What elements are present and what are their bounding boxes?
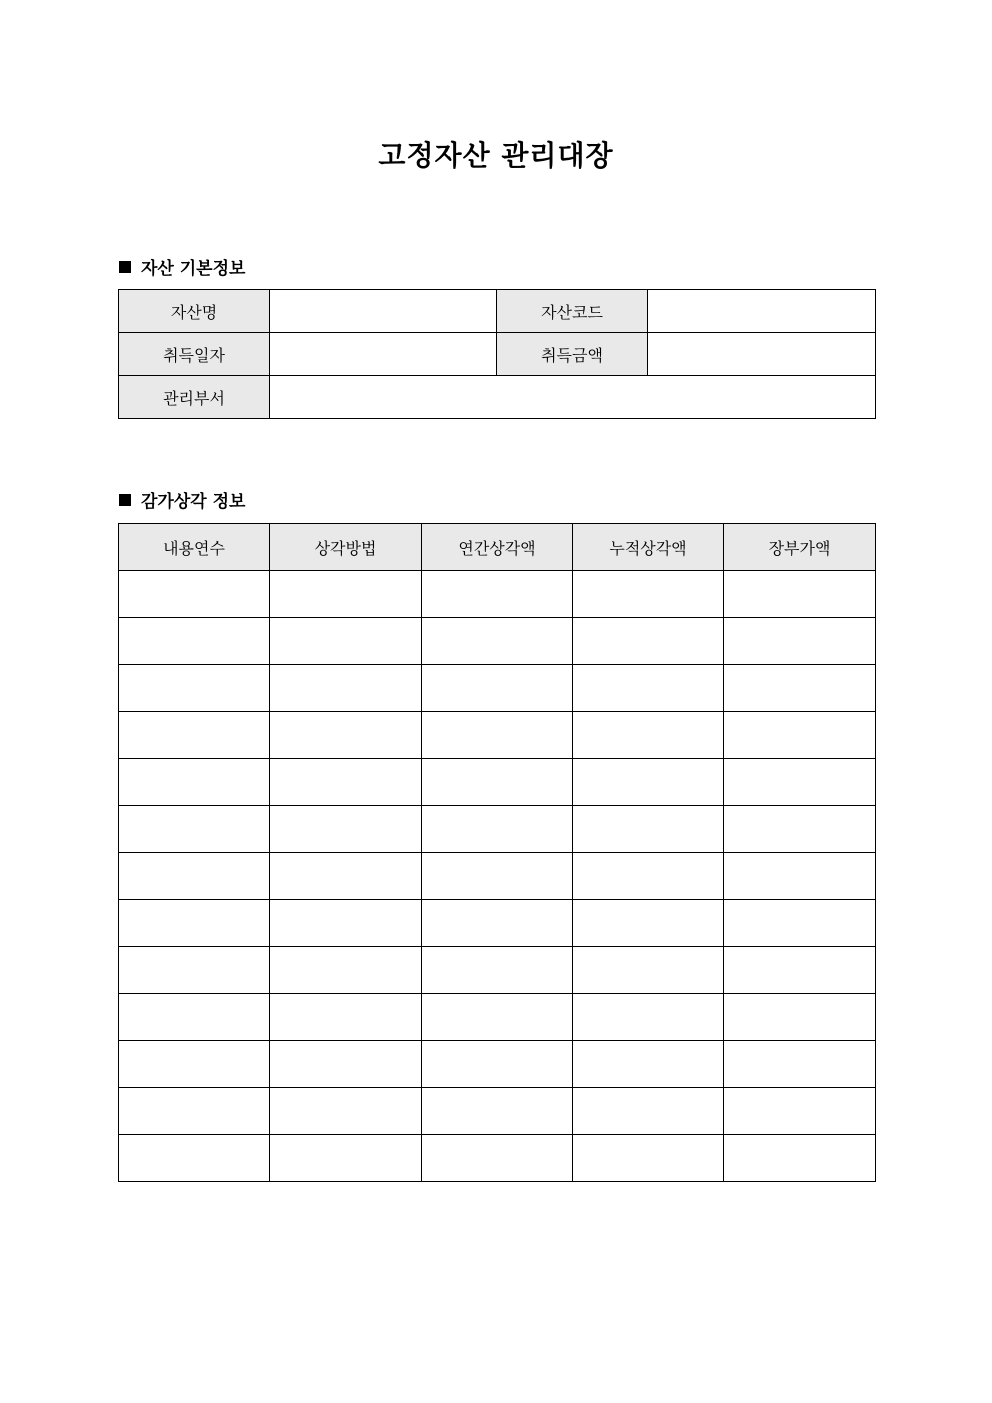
cell-accumulated-depreciation[interactable] (573, 1041, 724, 1088)
cell-accumulated-depreciation[interactable] (573, 665, 724, 712)
cell-annual-depreciation[interactable] (422, 759, 573, 806)
cell-book-value[interactable] (724, 1088, 876, 1135)
depreciation-heading (119, 487, 245, 512)
cell-useful-life[interactable] (119, 853, 270, 900)
cell-method[interactable] (270, 1041, 422, 1088)
table-header-row (119, 524, 876, 571)
cell-annual-depreciation[interactable] (422, 571, 573, 618)
cell-annual-depreciation[interactable] (422, 618, 573, 665)
cell-accumulated-depreciation[interactable] (573, 1135, 724, 1182)
acquisition-date-field[interactable] (270, 333, 497, 376)
cell-accumulated-depreciation[interactable] (573, 853, 724, 900)
cell-method[interactable] (270, 665, 422, 712)
column-header-useful-life: 내용연수 (119, 524, 270, 571)
cell-useful-life[interactable] (119, 947, 270, 994)
cell-method[interactable] (270, 618, 422, 665)
table-row (119, 853, 876, 900)
depreciation-heading-text: 감가상각 정보 (141, 492, 246, 512)
cell-book-value[interactable] (724, 853, 876, 900)
cell-method[interactable] (270, 759, 422, 806)
cell-useful-life[interactable] (119, 806, 270, 853)
table-row (119, 1041, 876, 1088)
cell-method[interactable] (270, 712, 422, 759)
table-row (119, 665, 876, 712)
column-header-book-value: 장부가액 (724, 524, 876, 571)
cell-book-value[interactable] (724, 947, 876, 994)
cell-useful-life[interactable] (119, 994, 270, 1041)
cell-method[interactable] (270, 853, 422, 900)
cell-useful-life[interactable] (119, 571, 270, 618)
table-row (119, 900, 876, 947)
cell-useful-life[interactable] (119, 759, 270, 806)
asset-code-field[interactable] (648, 290, 876, 333)
acquisition-amount-label: 취득금액 (497, 333, 648, 376)
cell-method[interactable] (270, 1135, 422, 1182)
cell-method[interactable] (270, 994, 422, 1041)
cell-annual-depreciation[interactable] (422, 806, 573, 853)
cell-book-value[interactable] (724, 994, 876, 1041)
square-bullet-icon (119, 261, 131, 273)
acquisition-date-label: 취득일자 (119, 333, 270, 376)
square-bullet-icon (119, 494, 131, 506)
cell-annual-depreciation[interactable] (422, 665, 573, 712)
column-header-method: 상각방법 (270, 524, 422, 571)
document-title: 고정자산 관리대장 (378, 139, 614, 172)
cell-annual-depreciation[interactable] (422, 1041, 573, 1088)
cell-accumulated-depreciation[interactable] (573, 618, 724, 665)
cell-accumulated-depreciation[interactable] (573, 806, 724, 853)
basic-info-heading-text: 자산 기본정보 (141, 259, 246, 279)
cell-useful-life[interactable] (119, 1041, 270, 1088)
column-header-accumulated-depreciation: 누적상각액 (573, 524, 724, 571)
cell-useful-life[interactable] (119, 665, 270, 712)
cell-annual-depreciation[interactable] (422, 994, 573, 1041)
cell-accumulated-depreciation[interactable] (573, 571, 724, 618)
cell-book-value[interactable] (724, 759, 876, 806)
basic-info-table (118, 289, 876, 419)
cell-book-value[interactable] (724, 712, 876, 759)
cell-book-value[interactable] (724, 571, 876, 618)
cell-useful-life[interactable] (119, 1135, 270, 1182)
cell-useful-life[interactable] (119, 900, 270, 947)
table-row (119, 618, 876, 665)
depreciation-table-body (119, 571, 876, 1182)
cell-method[interactable] (270, 806, 422, 853)
table-row (119, 333, 876, 376)
table-row (119, 947, 876, 994)
cell-method[interactable] (270, 947, 422, 994)
cell-method[interactable] (270, 900, 422, 947)
cell-accumulated-depreciation[interactable] (573, 759, 724, 806)
cell-useful-life[interactable] (119, 712, 270, 759)
cell-annual-depreciation[interactable] (422, 712, 573, 759)
table-row (119, 290, 876, 333)
asset-code-label: 자산코드 (497, 290, 648, 333)
cell-annual-depreciation[interactable] (422, 947, 573, 994)
depreciation-table (118, 523, 876, 1182)
acquisition-amount-field[interactable] (648, 333, 876, 376)
cell-annual-depreciation[interactable] (422, 900, 573, 947)
cell-useful-life[interactable] (119, 1088, 270, 1135)
cell-accumulated-depreciation[interactable] (573, 994, 724, 1041)
cell-book-value[interactable] (724, 665, 876, 712)
asset-name-field[interactable] (270, 290, 497, 333)
cell-annual-depreciation[interactable] (422, 1088, 573, 1135)
cell-method[interactable] (270, 1088, 422, 1135)
table-row (119, 376, 876, 419)
cell-book-value[interactable] (724, 1041, 876, 1088)
table-row (119, 712, 876, 759)
table-row (119, 1135, 876, 1182)
asset-name-label: 자산명 (119, 290, 270, 333)
table-row (119, 571, 876, 618)
cell-book-value[interactable] (724, 618, 876, 665)
cell-useful-life[interactable] (119, 618, 270, 665)
cell-book-value[interactable] (724, 1135, 876, 1182)
table-row (119, 1088, 876, 1135)
cell-annual-depreciation[interactable] (422, 853, 573, 900)
table-row (119, 994, 876, 1041)
cell-book-value[interactable] (724, 900, 876, 947)
column-header-annual-depreciation: 연간상각액 (422, 524, 573, 571)
cell-accumulated-depreciation[interactable] (573, 1088, 724, 1135)
department-label: 관리부서 (119, 376, 270, 419)
basic-info-heading (119, 254, 245, 279)
cell-method[interactable] (270, 571, 422, 618)
cell-accumulated-depreciation[interactable] (573, 947, 724, 994)
cell-accumulated-depreciation[interactable] (573, 712, 724, 759)
table-row (119, 759, 876, 806)
table-row (119, 806, 876, 853)
cell-accumulated-depreciation[interactable] (573, 900, 724, 947)
cell-annual-depreciation[interactable] (422, 1135, 573, 1182)
department-field[interactable] (270, 376, 876, 419)
cell-book-value[interactable] (724, 806, 876, 853)
